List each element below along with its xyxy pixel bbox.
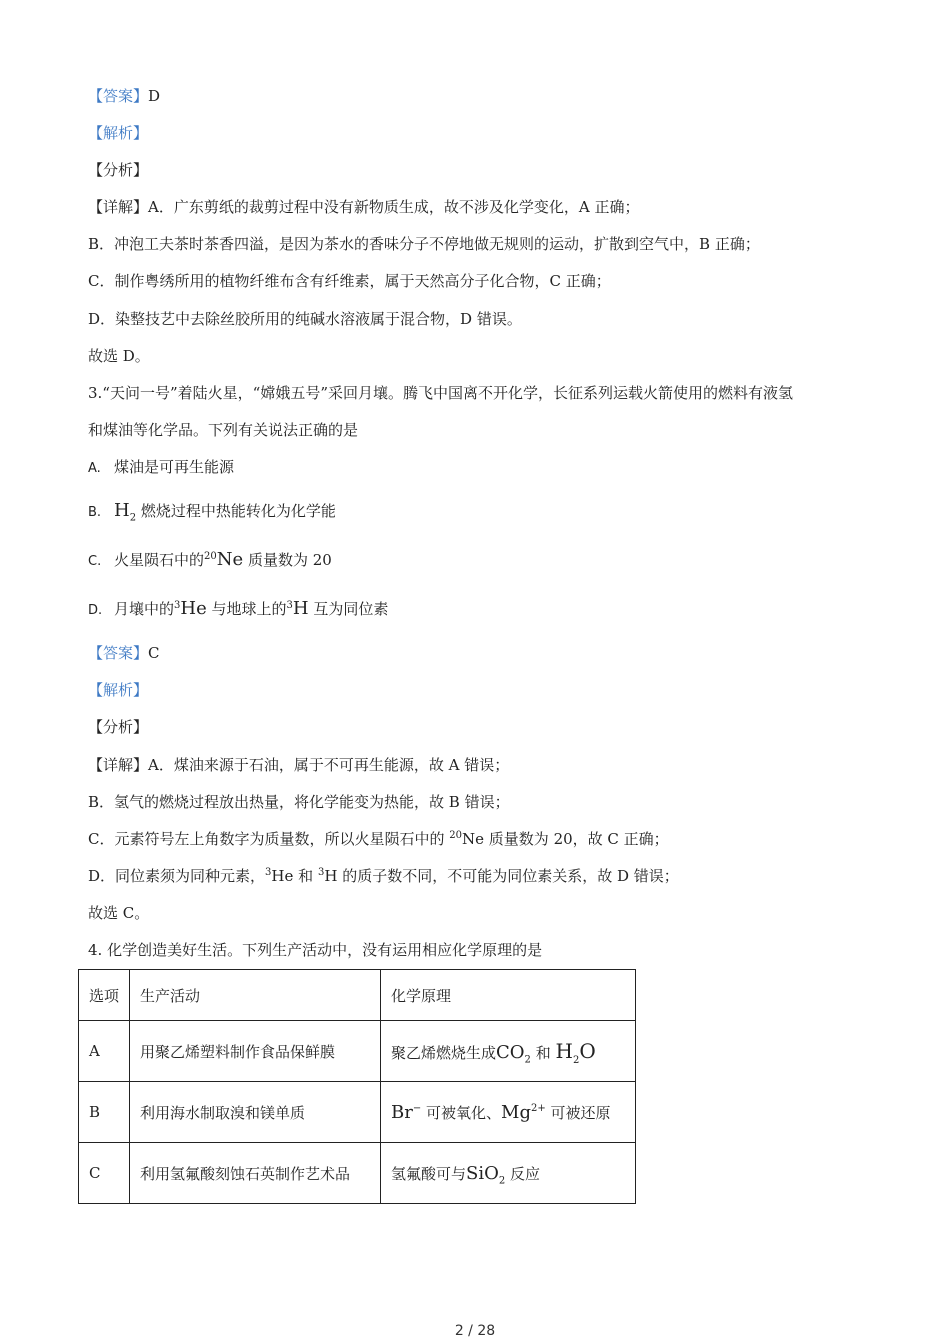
q3-analysis-tag: 【解析】 [88,681,149,699]
q3-detail-c: C．元素符号左上角数字为质量数，所以火星陨石中的 $^{20}$Ne 质量数为 20，故 C 正确； [88,830,669,848]
option-text: 煤油是可再生能源 [114,458,235,476]
chem-ne: Ne [216,549,244,570]
detail-tag: 【详解】 [88,756,149,774]
header-option: 选项 [79,970,130,1021]
page-number: 2 / 28 [454,1323,496,1339]
q3-conclusion: 故选 C。 [88,904,150,922]
q3-detail-b: B．氢气的燃烧过程放出热量，将化学能变为热能，故 B 错误； [88,793,510,811]
q2-conclusion: 故选 D。 [88,347,150,365]
q3-option-a[interactable] [88,456,234,480]
chem-h3: H [292,598,309,619]
answer-value: D [148,87,161,105]
table-row[interactable] [79,1021,636,1082]
q3-stem-line1: 3.“天问一号”着陆火星，“嫦娥五号”采回月壤。腾飞中国离不开化学，长征系列运载火箭使用的燃料有液氢 [88,384,793,402]
detail-text: A．煤油来源于石油，属于不可再生能源，故 A 错误； [148,756,510,774]
table-header-row [79,970,636,1021]
q2-answer [88,85,160,107]
chem-h: $H_2$ [114,500,137,524]
row-principle: 聚乙烯燃烧生成$CO_2$ 和 $H_2O$ [381,1021,636,1082]
q2-analysis-tag: 【解析】 [88,124,149,142]
q2-detail-b: B．冲泡工夫茶时茶香四溢，是因为茶水的香味分子不停地做无规则的运动，扩散到空气中，B 正确； [88,235,760,253]
q4-stem: 4. 化学创造美好生活。下列生产活动中，没有运用相应化学原理的是 [88,941,543,959]
q3-option-c[interactable]: C. 火星陨石中的$^{20}$Ne 质量数为 20 [88,549,332,573]
row-option: A [79,1021,130,1082]
option-label: B. [88,505,102,520]
header-principle: 化学原理 [381,970,636,1021]
answer-tag: 【答案】 [88,87,149,105]
q3-detail-a [88,754,509,776]
row-activity: 利用海水制取溴和镁单质 [130,1082,381,1143]
q3-stem-line2: 和煤油等化学品。下列有关说法正确的是 [88,421,359,439]
row-principle: Br− 可被氧化、$Mg^{2+}$ 可被还原 [381,1082,636,1143]
row-principle: 氢氟酸可与SiO$_2$ 反应 [381,1143,636,1204]
row-activity: 利用氢氟酸刻蚀石英制作艺术品 [130,1143,381,1204]
header-activity: 生产活动 [130,970,381,1021]
option-label: D. [88,603,103,618]
option-label: C. [88,554,102,569]
row-option: B [79,1082,130,1143]
q3-option-b[interactable] [88,500,336,524]
option-label: A. [88,461,101,476]
row-activity: 用聚乙烯塑料制作食品保鲜膜 [130,1021,381,1082]
chem-he: He [180,598,207,619]
q2-detail-d: D．染整技艺中去除丝胶所用的纯碱水溶液属于混合物，D 错误。 [88,310,522,328]
q3-detail-d: D．同位素须为同种元素，$^3$He 和 $^3$H 的质子数不同，不可能为同位素关系，故 D 错误； [88,867,679,885]
q4-table [78,969,636,1204]
row-option: C [79,1143,130,1204]
q3-answer [88,642,160,664]
option-text: 燃烧过程中热能转化为化学能 [140,502,336,520]
table-row[interactable] [79,1143,636,1204]
q2-fenxi-tag: 【分析】 [88,161,149,179]
q2-detail-c: C．制作粤绣所用的植物纤维布含有纤维素，属于天然高分子化合物，C 正确； [88,272,611,290]
q3-fenxi-tag: 【分析】 [88,718,149,736]
detail-tag: 【详解】 [88,198,149,216]
q3-option-d[interactable]: D. 月壤中的$^3$He 与地球上的$^3$H 互为同位素 [88,598,388,622]
detail-text: A．广东剪纸的裁剪过程中没有新物质生成，故不涉及化学变化，A 正确； [148,198,640,216]
table-row[interactable] [79,1082,636,1143]
answer-tag: 【答案】 [88,644,149,662]
q2-detail-a [88,196,639,218]
answer-value: C [148,644,160,662]
